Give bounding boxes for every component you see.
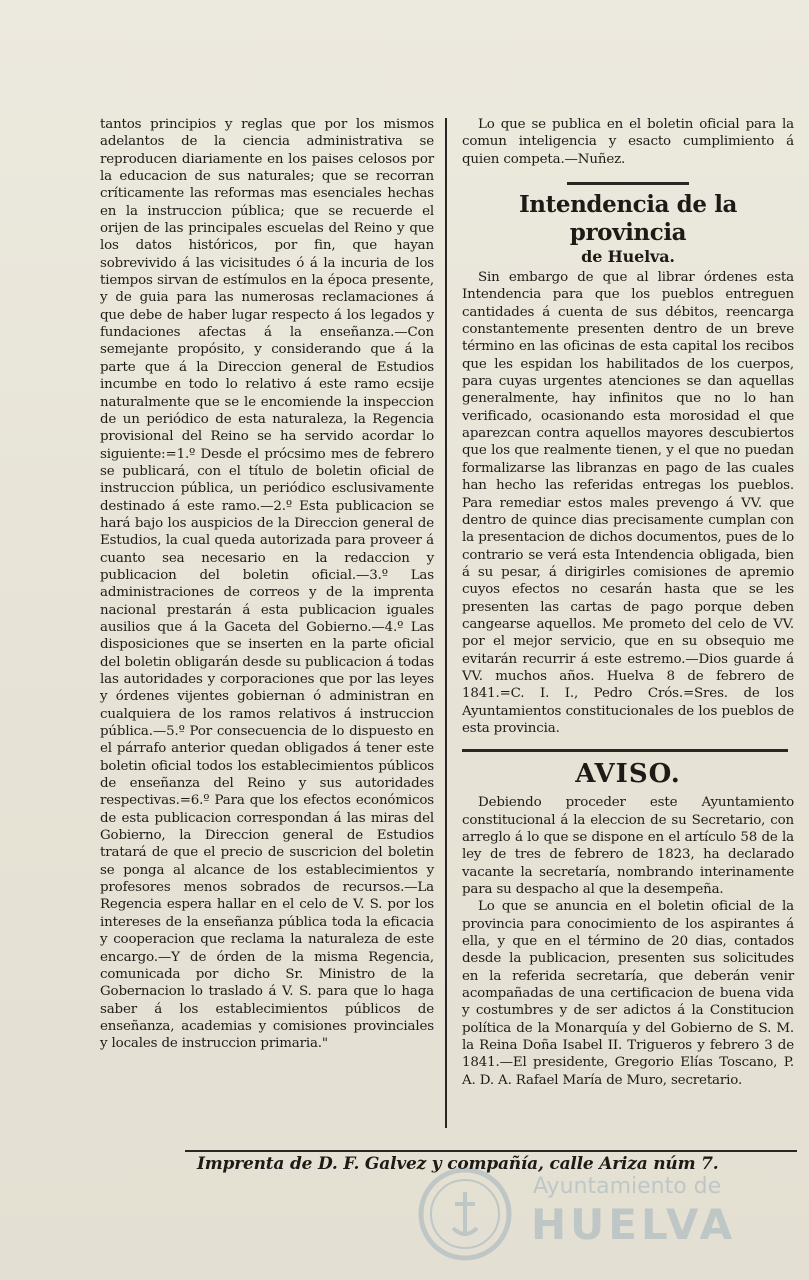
intendencia-text: Sin embargo de que al librar órdenes esta Intendencia para que los pueblos entreguen cantidades á cuenta de sus débitos, reencarga constantemente presenten dentro de un breve término en las oficinas de esta capital los recibos que les espidan los habilitados de los cuerpos, para cuyas urgentes atenciones se dan aquellas generalmente, hay infinitos que no lo han verificado, ocasionando esta morosidad el que aparezcan contra aquellos mayores descubiertos que los que realmente tienen, y el que no puedan formalizarse las libranzas en pago de las cuales han hecho las referidas entregas los pueblos. Para remediar estos males prevengo á VV. que dentro de quince dias precisamente cumplan con la presentacion de dichos documentos, pues de lo contrario se verá esta Intendencia obligada, bien á su pesar, á dirigirles comisiones de apremio cuyos efectos no cesarán hasta que se les presenten las cartas de pago porque deben cangearse aquellos. Me prometo del celo de VV. por el mejor servicio, que en su obsequio me evitarán recurrir á este estremo.—Dios guarde á VV. muchos años. Huelva 8 de febrero de 1841.=C. I. I., Pedro Crós.=Sres. de los Ayuntamientos constitucionales de los pueblos de esta provincia. bbox=[462, 270, 794, 736]
section-title: Intendencia de la provincia bbox=[518, 191, 738, 247]
section-subtitle: de Huelva. bbox=[581, 247, 675, 267]
aviso-paragraph-2: Lo que se anuncia en el boletin oficial de la provincia para conocimiento de los aspirantes á ella, y que en el término de 20 dias, contados desde la publicacion, presenten sus solicitudes en la referida secretaría, que deberán venir acompañadas de una certificacion de buena vida y costumbres y de ser adictos á la Constitucion política de la Monarquía y del Gobierno de S. M. la Reina Doña Isabel II. Trigueros y febrero 3 de 1841.—El presidente, Gregorio Elías Toscano, P. A. D. A. Rafael María de Muro, secretario. bbox=[462, 899, 794, 1088]
aviso-title: AVISO. bbox=[575, 759, 681, 790]
printer-imprint: Imprenta de D. F. Galvez y compañía, calle Ariza núm 7. bbox=[197, 1154, 719, 1174]
footer-rule bbox=[185, 1150, 797, 1152]
left-column bbox=[100, 116, 434, 1053]
column-divider bbox=[445, 118, 447, 1128]
watermark-line-2: HUELVA bbox=[531, 1200, 737, 1249]
royal-decree-text: tantos principios y reglas que por los mismos adelantos de la ciencia administrativa se reproducen diariamente en los paises celosos por la educacion de sus naturales; que se recorran críticamente las reformas mas esenciales hechas en la instruccion pública; que se recuerde el orijen de las principales escuelas del Reino y que los datos históricos, por fin, que hayan sobrevivido á las vicisitudes ó á la incuria de los tiempos sirvan de estímulos en la época presente, y de guia para las numerosas reclamaciones á que debe de haber lugar respecto á los legados y fundaciones afectas á la enseñanza.—Con semejante propósito, y considerando que á la parte que á la Direccion general de Estudios incumbe en todo lo relativo á este ramo ecsije naturalmente que se le encomiende la inspeccion de un periódico de esta naturaleza, la Regencia provisional del Reino se ha servido acordar lo siguiente:=1.º Desde el prócsimo mes de febrero se publicará, con el título de boletin oficial de instruccion pública, un periódico esclusivamente destinado á este ramo.—2.º Esta publicacion se hará bajo los auspicios de la Direccion general de Estudios, la cual queda autorizada para proveer á cuanto sea necesario en la redaccion y publicacion del boletin oficial.—3.º Las administraciones de correos y de la imprenta nacional prestarán á esta publicacion iguales ausilios que á la Gaceta del Gobierno.—4.º Las disposiciones que se inserten en la parte oficial del boletin obligarán desde su publicacion á todas las autoridades y corporaciones que por las leyes y órdenes vijentes gobiernan ó administran en cualquiera de los ramos relativos á instruccion pública.—5.º Por consecuencia de lo dispuesto en el párrafo anterior quedan obligados á tener este boletin oficial todos los establecimientos públicos de enseñanza del Reino y sus autoridades respectivas.=6.º Para que los efectos económicos de esta publicacion correspondan á las miras del Gobierno, la Direccion general de Estudios tratará de que el precio de suscricion del boletin se ponga al alcance de los establecimientos y profesores menos sobrados de recursos.—La Regencia espera hallar en el celo de V. S. por los intereses de la enseñanza pública toda la eficacia y cooperacion que reclama la naturaleza de este encargo.—Y de órden de la misma Regencia, comunicada por dicho Sr. Ministro de la Gobernacion lo traslado á V. S. para que lo haga saber á los establecimientos públicos de enseñanza, academias y comisiones provinciales y locales de instruccion primaria." bbox=[100, 117, 434, 1052]
right-column bbox=[462, 116, 794, 1089]
archive-watermark bbox=[405, 1160, 765, 1270]
watermark-line-1: Ayuntamiento de bbox=[533, 1174, 722, 1199]
aviso-separator bbox=[462, 749, 788, 752]
seal-icon bbox=[415, 1164, 515, 1264]
section-separator bbox=[567, 182, 689, 185]
aviso-paragraph-1: Debiendo proceder este Ayuntamiento constitucional á la eleccion de su Secretario, con arreglo á lo que se dispone en el artículo 58 de la ley de tres de febrero de 1823, ha declarado vacante la secretaría, nombrando interinamente para su despacho al que la desempeña. bbox=[462, 795, 794, 898]
publication-notice: Lo que se publica en el boletin oficial para la comun inteligencia y esacto cumplimiento á quien competa.—Nuñez. bbox=[462, 117, 794, 167]
